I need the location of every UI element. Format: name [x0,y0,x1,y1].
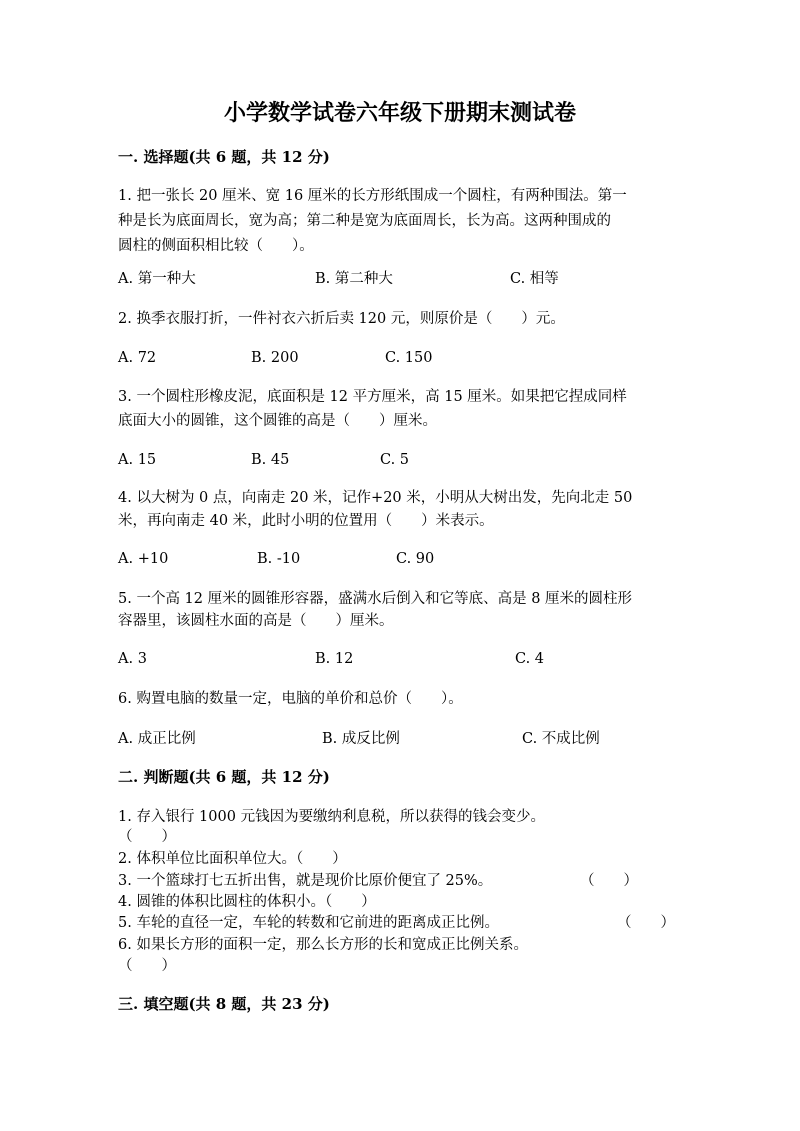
question-4-line-2: 米，再向南走 40 米，此时小明的位置用（ ）米表示。 [118,513,494,529]
judge-item-4: 4. 圆锥的体积比圆柱的体积小。（ ） [118,894,376,910]
question-4-line-1: 4. 以大树为 0 点，向南走 20 米，记作+20 米，小明从大树出发，先向北走 50 [118,490,633,506]
question-4-option-c: C. 90 [396,551,435,567]
question-1-option-c: C. 相等 [510,271,559,287]
judge-item-1: 1. 存入银行 1000 元钱因为要缴纳利息税，所以获得的钱会变少。 [118,809,546,825]
question-2-option-c: C. 150 [385,350,433,366]
question-6-line-1: 6. 购置电脑的数量一定，电脑的单价和总价（ ）。 [118,691,463,707]
question-5-option-c: C. 4 [515,651,545,667]
question-1-line-2: 种是长为底面周长，宽为高；第二种是宽为底面周长，长为高。这两种围成的 [118,213,611,229]
question-5-option-b: B. 12 [315,651,354,667]
judge-item-6-bracket: （ ） [118,958,176,974]
question-5-line-1: 5. 一个高 12 厘米的圆锥形容器，盛满水后倒入和它等底、高是 8 厘米的圆柱形 [118,591,633,607]
question-6-option-a: A. 成正比例 [118,731,196,747]
question-5-line-2: 容器里，该圆柱水面的高是（ ）厘米。 [118,613,394,629]
judge-item-5: 5. 车轮的直径一定，车轮的转数和它前进的距离成正比例。 [118,915,499,931]
judge-item-6: 6. 如果长方形的面积一定，那么长方形的长和宽成正比例关系。 [118,937,528,953]
section-heading-fill: 三. 填空题(共 8 题，共 23 分) [118,995,330,1013]
question-1-line-1: 1. 把一张长 20 厘米、宽 16 厘米的长方形纸围成一个圆柱，有两种围法。第一 [118,188,627,204]
question-2-option-b: B. 200 [251,350,299,366]
question-1-line-3: 圆柱的侧面积相比较（ ）。 [118,238,314,254]
question-3-line-1: 3. 一个圆柱形橡皮泥，底面积是 12 平方厘米，高 15 厘米。如果把它捏成同样 [118,389,627,405]
judge-item-5-bracket: （ ） [617,915,675,931]
judge-item-2: 2. 体积单位比面积单位大。（ ） [118,851,347,867]
question-1-option-b: B. 第二种大 [315,271,393,287]
question-4-option-a: A. +10 [118,551,169,567]
page-title: 小学数学试卷六年级下册期末测试卷 [223,100,576,126]
section-heading-judge: 二. 判断题(共 6 题，共 12 分) [118,768,330,786]
judge-item-3-bracket: （ ） [580,873,638,889]
judge-item-1-bracket: （ ） [118,829,176,845]
question-2-option-a: A. 72 [118,350,157,366]
question-6-option-b: B. 成反比例 [322,731,400,747]
question-1-option-a: A. 第一种大 [118,271,196,287]
question-3-line-2: 底面大小的圆锥，这个圆锥的高是（ ）厘米。 [118,413,437,429]
question-6-option-c: C. 不成比例 [522,731,600,747]
question-3-option-a: A. 15 [118,452,157,468]
judge-item-3: 3. 一个篮球打七五折出售，就是现价比原价便宜了 25%。 [118,873,493,889]
section-heading-choice: 一. 选择题(共 6 题，共 12 分) [118,148,330,166]
question-4-option-b: B. -10 [257,551,301,567]
question-3-option-b: B. 45 [251,452,290,468]
question-5-option-a: A. 3 [118,651,147,667]
question-3-option-c: C. 5 [380,452,410,468]
question-2-line-1: 2. 换季衣服打折，一件衬衣六折后卖 120 元，则原价是（ ）元。 [118,311,565,327]
